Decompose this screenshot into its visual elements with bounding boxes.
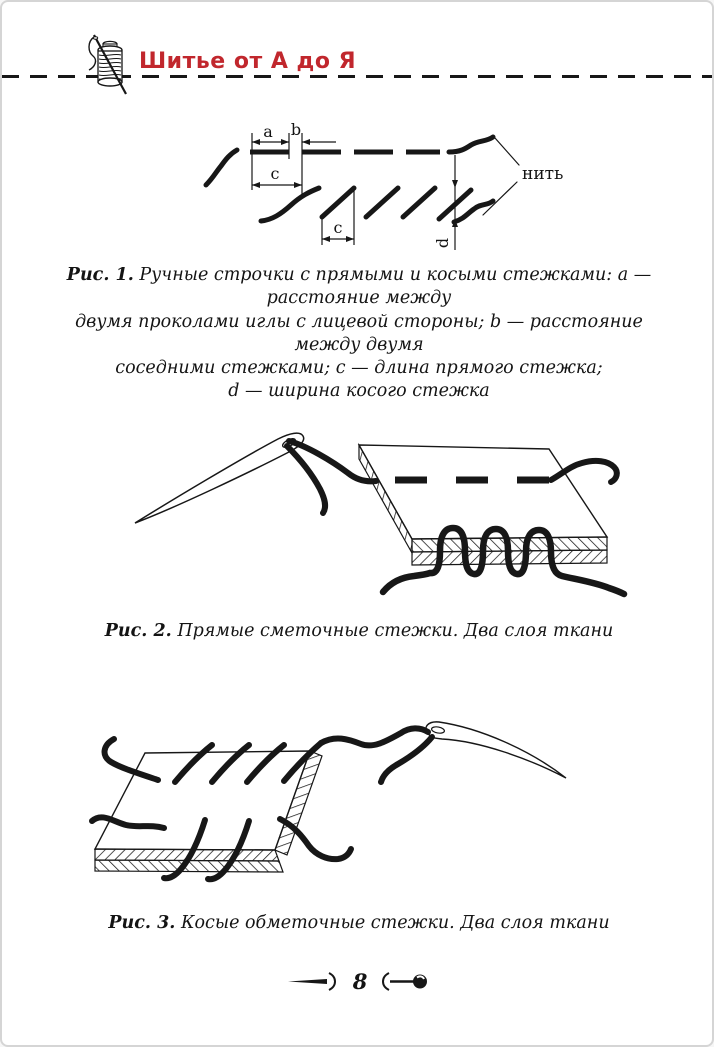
dim-label-b: b (290, 120, 302, 139)
pin-left-icon (287, 971, 339, 991)
pin-right-icon (381, 971, 431, 991)
figure1-diagram (187, 108, 587, 258)
figure3-illustration (62, 687, 652, 887)
figure3-caption-label: Рис. 3. (108, 913, 176, 933)
figure1-caption-line1: Ручные строчки с прямыми и косыми стежками: a — расстояние между (139, 265, 652, 309)
dim-label-d: d (433, 237, 452, 249)
figure1-caption-line2: двумя проколами иглы с лицевой стороны; b — расстояние между двумя (75, 311, 643, 355)
page-footer (2, 964, 714, 998)
page-number: 8 (352, 968, 368, 994)
figure1-caption-line3: соседними стежками; c — длина прямого стежка; (115, 358, 603, 379)
figure3-caption (42, 912, 676, 935)
dim-label-a: a (263, 122, 273, 141)
figure1-caption-label: Рис. 1. (66, 265, 134, 285)
figure2-caption-label: Рис. 2. (104, 621, 172, 641)
figure2-illustration (112, 417, 632, 607)
figure3-caption-text: Косые обметочные стежки. Два слоя ткани (180, 913, 610, 933)
dim-label-c-bottom: c (333, 218, 343, 237)
page-title: Шитье от А до Я (139, 49, 357, 74)
figure1-caption-line4: d — ширина косого стежка (228, 381, 490, 402)
figure2-caption-text: Прямые сметочные стежки. Два слоя ткани (177, 621, 614, 641)
figure1-caption (42, 264, 676, 404)
thread-spool-needle-icon (86, 32, 132, 98)
dim-label-c-top: c (270, 164, 280, 183)
thread-label: нить (522, 164, 564, 184)
figure2-caption (42, 620, 676, 643)
